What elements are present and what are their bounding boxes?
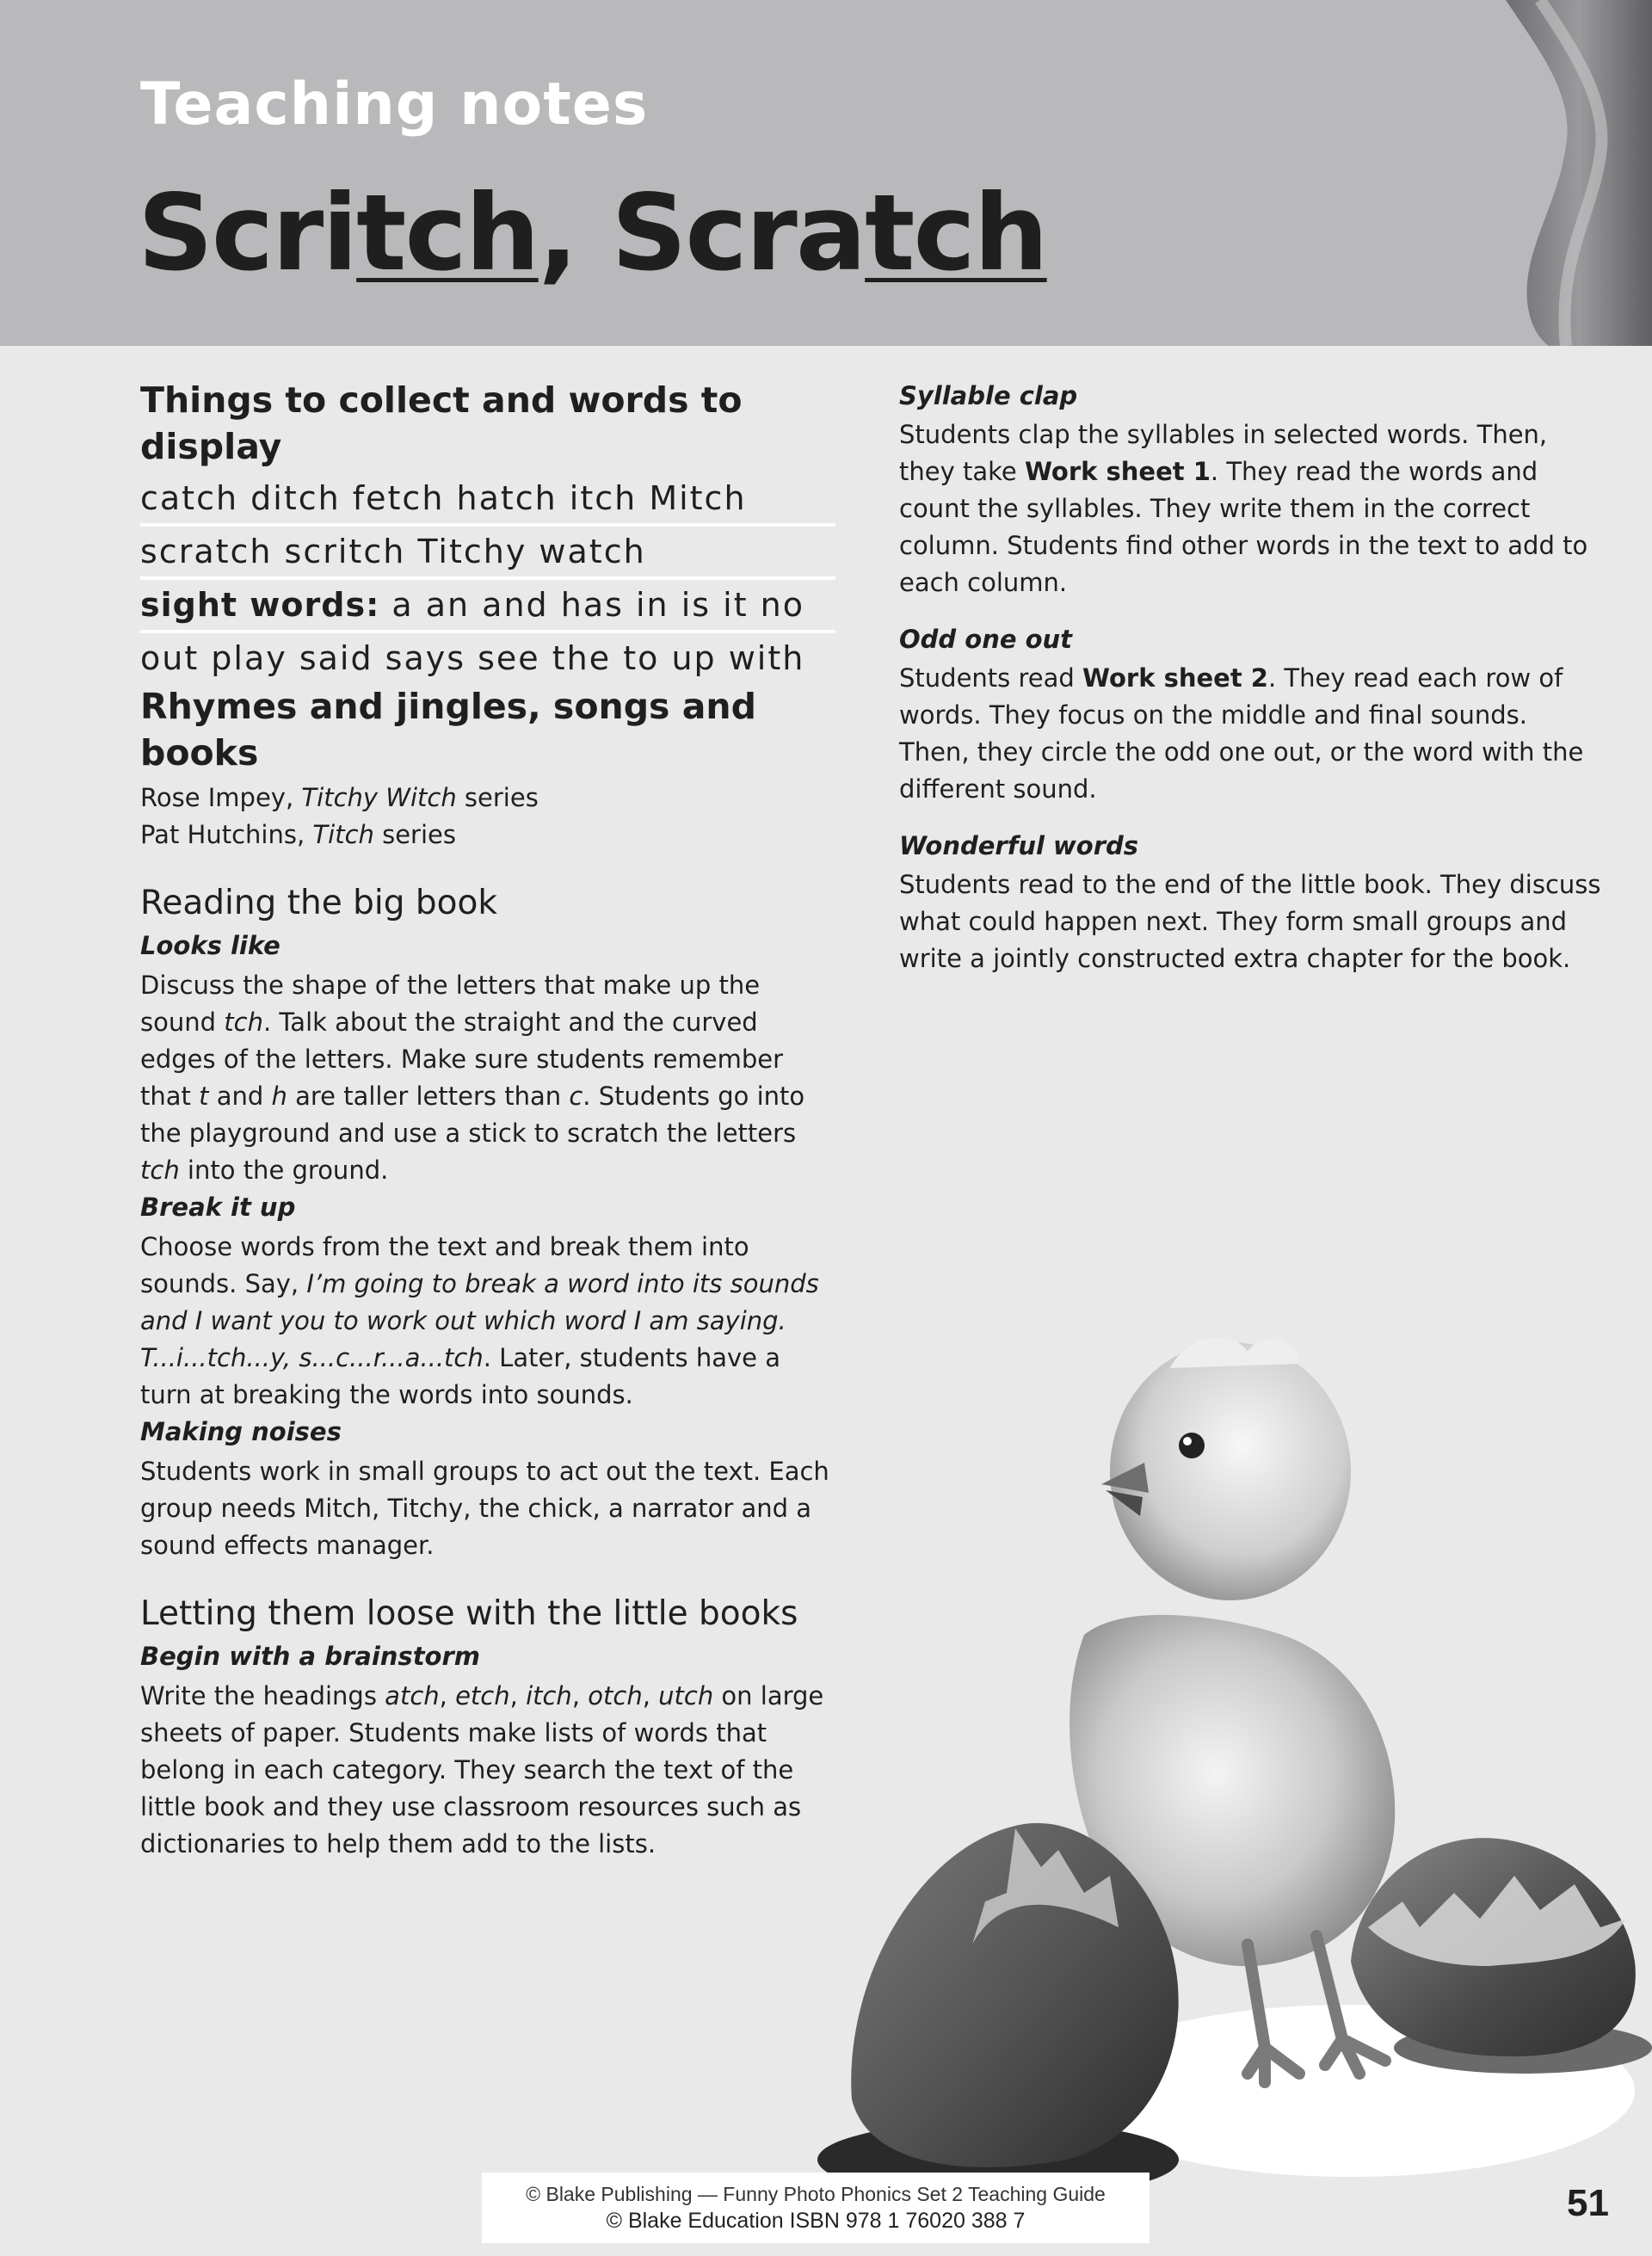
littlebooks-heading: Letting them loose with the little books: [140, 1594, 798, 1633]
word-line: scratch scritch Titchy watch: [140, 527, 835, 580]
odd-one-out-section: [899, 622, 1605, 808]
footer-publisher: © Blake Publishing — Funny Photo Phonics Set 2 Teaching Guide: [526, 2183, 1106, 2205]
suffix: series: [373, 820, 456, 849]
wave-decoration-icon: [1446, 0, 1652, 346]
title-part: , Scra: [538, 172, 866, 294]
chick-hatching-from-egg-illustration: [800, 1187, 1652, 2220]
making-noises-title: Making noises: [140, 1417, 342, 1446]
syllable-clap-title: Syllable clap: [899, 381, 1078, 410]
wonderful-words-text: Students read to the end of the little book. They discuss what could happen next. They form small groups and write a jointly constructed extra chapter for the book.: [899, 870, 1601, 973]
bigbook-heading: Reading the big book: [140, 884, 497, 922]
page-number: 51: [1567, 2182, 1609, 2224]
page-kicker: Teaching notes: [140, 71, 649, 139]
author: Pat Hutchins,: [140, 820, 313, 849]
looks-like-title: Looks like: [140, 931, 280, 960]
odd-one-out-title: Odd one out: [899, 625, 1073, 654]
sight-words: a an and has in is it no: [379, 586, 805, 624]
sight-words-label: sight words:: [140, 586, 380, 624]
footer-isbn: © Blake Education ISBN 978 1 76020 388 7: [606, 2209, 1026, 2233]
brainstorm-text: Write the headings atch, etch, itch, otch, utch on large sheets of paper. Students make lists of words that belong in each category. They search the text of the little book and they use classroom resources such as dictionaries to help them add to the lists.: [140, 1681, 824, 1858]
syllable-clap-section: [899, 379, 1605, 601]
footer-credits: [482, 2173, 1150, 2243]
wonderful-words-title: Wonderful words: [899, 831, 1139, 860]
page-title: [138, 172, 1047, 294]
author: Rose Impey,: [140, 783, 302, 812]
break-it-up-title: Break it up: [140, 1193, 296, 1222]
sight-words-line: [140, 580, 835, 633]
word-line: catch ditch fetch hatch itch Mitch: [140, 473, 835, 527]
title-underlined-part: tch: [356, 172, 539, 294]
book-title: Titch: [312, 820, 374, 849]
making-noises-text: Students work in small groups to act out the text. Each group needs Mitch, Titchy, the chick, a narrator and a sound effects manager.: [140, 1457, 829, 1560]
header-band: [0, 0, 1652, 346]
break-it-up-text: Choose words from the text and break them into sounds. Say, I’m going to break a word into its sounds and I want you to work out which word I am saying. T...i...tch...y, s...c...r...a...tch. Later, students have a turn at breaking the words into sounds.: [140, 1232, 819, 1409]
wonderful-words-section: [899, 829, 1605, 977]
left-column: [140, 377, 835, 1863]
suffix: series: [456, 783, 539, 812]
title-part: Scri: [138, 172, 357, 294]
title-underlined-part: tch: [865, 172, 1047, 294]
right-column: [899, 379, 1605, 998]
odd-one-out-text: Students read Work sheet 2. They read each row of words. They focus on the middle and final sounds. Then, they circle the odd one out, or the word with the different sound.: [899, 663, 1584, 804]
word-line: out play said says see the to up with: [140, 639, 805, 677]
brainstorm-title: Begin with a brainstorm: [140, 1642, 480, 1671]
book-reference: [140, 780, 835, 817]
syllable-clap-text: Students clap the syllables in selected words. Then, they take Work sheet 1. They read the words and count the syllables. They write them in the correct column. Students find other words in the text to add to each column.: [899, 420, 1588, 597]
book-reference: [140, 817, 835, 854]
book-title: Titchy Witch: [301, 783, 457, 812]
rhymes-heading: Rhymes and jingles, songs and books: [140, 686, 756, 774]
collect-heading: Things to collect and words to display: [140, 379, 743, 467]
looks-like-text: Discuss the shape of the letters that make up the sound tch. Talk about the straight and the curved edges of the letters. Make sure students remember that t and h are taller letters than c. Students go into the playground and use a stick to scratch the letters tch into the ground.: [140, 971, 805, 1185]
